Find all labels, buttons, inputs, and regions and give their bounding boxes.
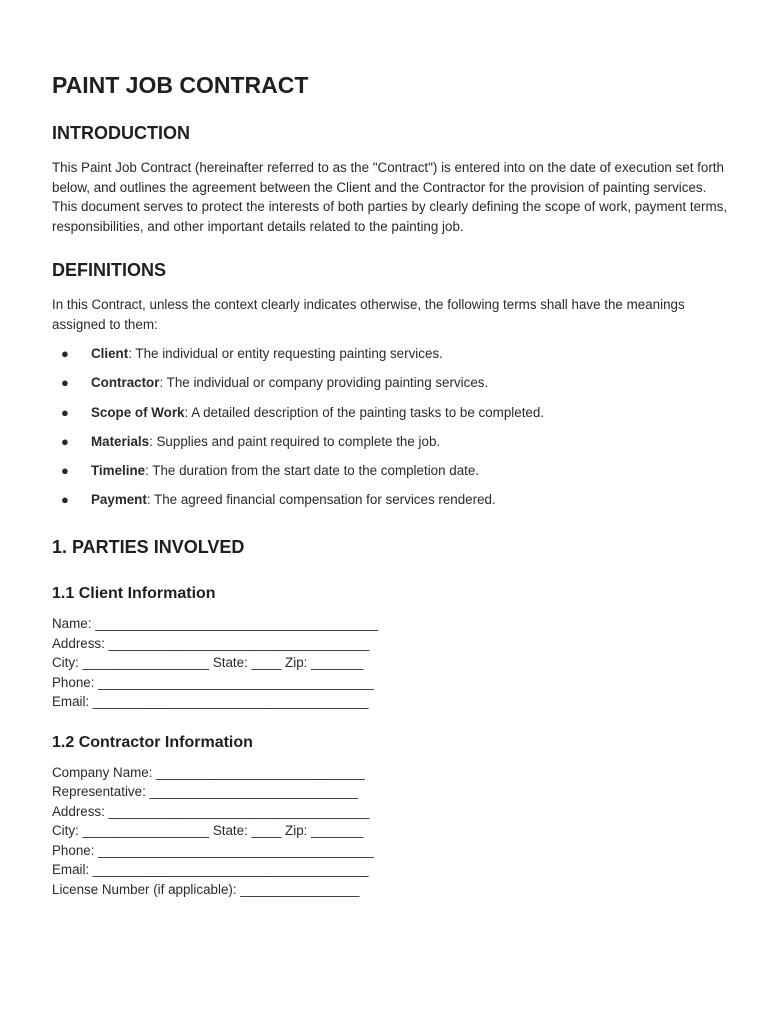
bullet-icon: ●	[61, 433, 69, 449]
contractor-info-heading: 1.2 Contractor Information	[52, 733, 253, 751]
definition-desc: : The duration from the start date to the completion date.	[145, 462, 480, 478]
bullet-icon: ●	[61, 462, 69, 478]
client-info-fields	[52, 614, 730, 712]
client-city-state-zip-field[interactable]: City: _________________ State: ____ Zip: _______	[52, 655, 364, 671]
definition-desc: : Supplies and paint required to complete the job.	[149, 433, 441, 449]
bullet-icon: ●	[61, 346, 69, 362]
contractor-representative-field[interactable]: Representative: ____________________________	[52, 784, 359, 800]
definitions-list	[52, 344, 730, 519]
definition-item-client	[52, 344, 730, 373]
definition-term: Materials	[91, 433, 150, 449]
definition-item-timeline	[52, 461, 730, 490]
definition-item-payment	[52, 490, 730, 519]
introduction-paragraph: This Paint Job Contract (hereinafter referred to as the "Contract") is entered into on the date of execution set forth below, and outlines the agreement between the Client and the Contractor for the provision of painting services. This document serves to protect the interests of both parties by clearly defining the scope of work, payment terms, responsibilities, and other important details related to the painting job.	[52, 160, 728, 235]
definition-term: Timeline	[91, 462, 146, 478]
definition-desc: : The individual or entity requesting painting services.	[128, 346, 443, 362]
contractor-info-fields	[52, 763, 730, 900]
contractor-address-field[interactable]: Address: ___________________________________	[52, 803, 370, 819]
definition-item-contractor	[52, 373, 730, 402]
parties-heading: 1. PARTIES INVOLVED	[52, 537, 245, 558]
definition-item-materials	[52, 432, 730, 461]
client-phone-field[interactable]: Phone: _____________________________________	[52, 674, 374, 690]
definition-item-scope-of-work	[52, 403, 730, 432]
definition-term: Scope of Work	[91, 404, 185, 420]
client-email-field[interactable]: Email: _____________________________________	[52, 694, 369, 710]
contractor-email-field[interactable]: Email: _____________________________________	[52, 862, 369, 878]
client-name-field[interactable]: Name: ______________________________________	[52, 616, 379, 632]
contractor-phone-field[interactable]: Phone: _____________________________________	[52, 842, 374, 858]
definitions-paragraph: In this Contract, unless the context clearly indicates otherwise, the following terms shall have the meanings assigned to them:	[52, 296, 685, 332]
bullet-icon: ●	[61, 492, 69, 508]
definition-desc: : The agreed financial compensation for services rendered.	[146, 492, 496, 508]
bullet-icon: ●	[61, 404, 69, 420]
definition-term: Payment	[91, 492, 147, 508]
client-address-field[interactable]: Address: ___________________________________	[52, 635, 370, 651]
definition-term: Client	[91, 346, 129, 362]
definition-desc: : A detailed description of the painting tasks to be completed.	[184, 404, 545, 420]
client-info-heading: 1.1 Client Information	[52, 585, 216, 603]
contractor-company-name-field[interactable]: Company Name: ____________________________	[52, 764, 365, 780]
introduction-heading: INTRODUCTION	[52, 123, 190, 143]
document-title: PAINT JOB CONTRACT	[52, 72, 309, 98]
contractor-license-number-field[interactable]: License Number (if applicable): ________________	[52, 881, 360, 897]
definitions-heading: DEFINITIONS	[52, 259, 167, 280]
definition-desc: : The individual or company providing painting services.	[159, 375, 489, 391]
contractor-city-state-zip-field[interactable]: City: _________________ State: ____ Zip: _______	[52, 823, 364, 839]
definition-term: Contractor	[91, 375, 160, 391]
bullet-icon: ●	[61, 375, 69, 391]
